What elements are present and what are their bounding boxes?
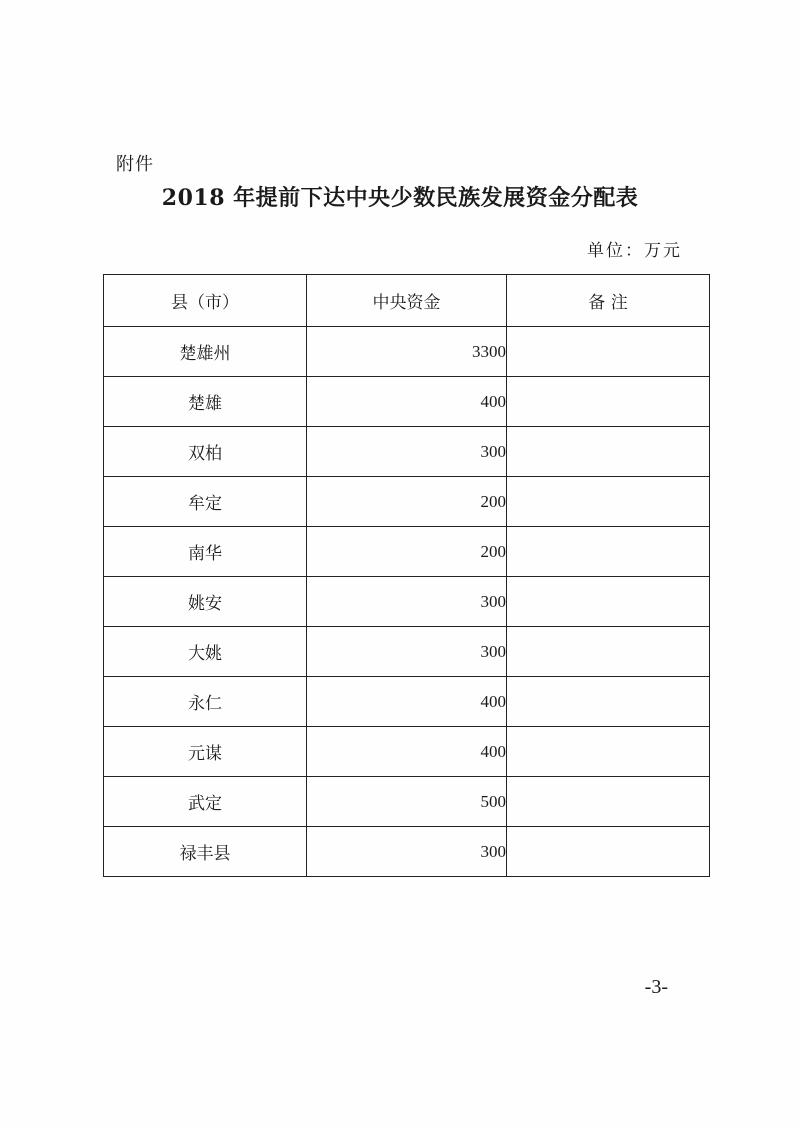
table-row xyxy=(104,527,710,577)
table-row xyxy=(104,427,710,477)
cell-note xyxy=(507,727,710,777)
cell-county: 楚雄 xyxy=(104,377,307,427)
cell-county: 永仁 xyxy=(104,677,307,727)
cell-note xyxy=(507,427,710,477)
cell-county: 楚雄州 xyxy=(104,327,307,377)
header-central-funds: 中央资金 xyxy=(307,275,507,327)
cell-county: 元谋 xyxy=(104,727,307,777)
cell-county: 牟定 xyxy=(104,477,307,527)
header-county: 县（市） xyxy=(104,275,307,327)
table-row xyxy=(104,627,710,677)
cell-amount: 400 xyxy=(307,377,507,427)
cell-county: 禄丰县 xyxy=(104,827,307,877)
cell-county: 南华 xyxy=(104,527,307,577)
cell-county: 双柏 xyxy=(104,427,307,477)
cell-note xyxy=(507,677,710,727)
table-row xyxy=(104,777,710,827)
cell-note xyxy=(507,377,710,427)
cell-amount: 400 xyxy=(307,677,507,727)
table-header-row xyxy=(104,275,710,327)
table-row xyxy=(104,677,710,727)
cell-amount: 500 xyxy=(307,777,507,827)
allocation-table xyxy=(103,274,710,877)
page-number: -3- xyxy=(644,976,668,998)
table-row xyxy=(104,477,710,527)
table-row xyxy=(104,377,710,427)
document-title: 2018 年提前下达中央少数民族发展资金分配表 xyxy=(161,185,639,211)
cell-county: 大姚 xyxy=(104,627,307,677)
cell-county: 武定 xyxy=(104,777,307,827)
cell-amount: 400 xyxy=(307,727,507,777)
header-remarks: 备 注 xyxy=(507,275,710,327)
cell-amount: 300 xyxy=(307,627,507,677)
cell-amount: 300 xyxy=(307,827,507,877)
cell-note xyxy=(507,577,710,627)
cell-amount: 300 xyxy=(307,577,507,627)
attachment-label: 附件 xyxy=(116,154,154,175)
cell-county: 姚安 xyxy=(104,577,307,627)
cell-note xyxy=(507,627,710,677)
cell-note xyxy=(507,777,710,827)
cell-note xyxy=(507,327,710,377)
table-body xyxy=(104,327,710,877)
cell-amount: 200 xyxy=(307,477,507,527)
table-row xyxy=(104,727,710,777)
cell-note xyxy=(507,827,710,877)
cell-amount: 3300 xyxy=(307,327,507,377)
table-row xyxy=(104,327,710,377)
table-row xyxy=(104,577,710,627)
cell-note xyxy=(507,477,710,527)
cell-note xyxy=(507,527,710,577)
unit-label: 单位：万元 xyxy=(587,241,682,261)
cell-amount: 200 xyxy=(307,527,507,577)
cell-amount: 300 xyxy=(307,427,507,477)
table-row xyxy=(104,827,710,877)
